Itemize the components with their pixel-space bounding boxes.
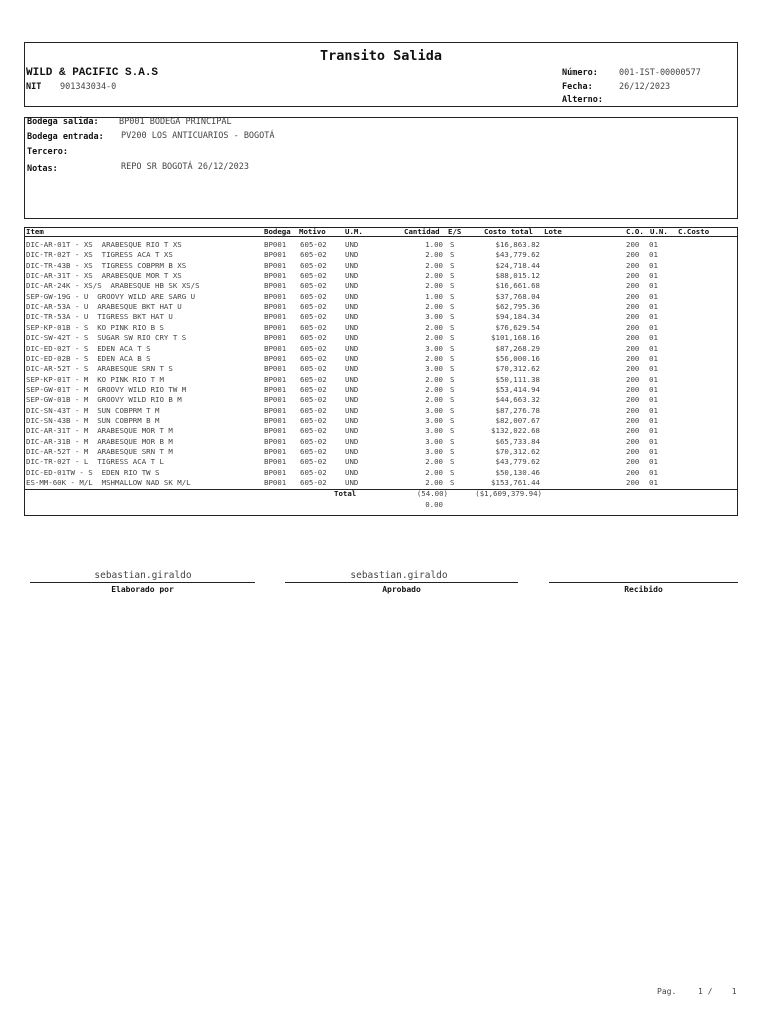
cell-um: UND xyxy=(345,405,359,415)
cell-item: DIC-AR-53A - U ARABESQUE BKT HAT U xyxy=(26,302,182,312)
cell-motivo: 605-02 xyxy=(300,343,327,353)
cell-costo: $101,168.16 xyxy=(491,333,540,343)
notas-label: Notas: xyxy=(27,164,58,174)
cell-co: 200 xyxy=(626,343,640,353)
cell-item: DIC-AR-31T - M ARABESQUE MOR T M xyxy=(26,426,173,436)
col-header-bodega: Bodega xyxy=(264,227,291,236)
col-header-ccosto: C.Costo xyxy=(678,227,710,236)
cell-motivo: 605-02 xyxy=(300,415,327,425)
signature-aprobado-line xyxy=(285,582,518,583)
cell-es: S xyxy=(450,395,455,405)
cell-co: 200 xyxy=(626,322,640,332)
cell-um: UND xyxy=(345,333,359,343)
cell-cantidad: 3.00 xyxy=(425,426,443,436)
col-header-cantidad: Cantidad xyxy=(404,227,440,236)
cell-co: 200 xyxy=(626,405,640,415)
col-header-motivo: Motivo xyxy=(299,227,326,236)
signature-recibido-line xyxy=(549,582,738,583)
cell-cantidad: 3.00 xyxy=(425,415,443,425)
cell-motivo: 605-02 xyxy=(300,436,327,446)
cell-item: DIC-SN-43T - M SUN COBPRM T M xyxy=(26,405,160,415)
notas-value: REPO SR BOGOTÁ 26/12/2023 xyxy=(121,162,249,172)
cell-costo: $56,000.16 xyxy=(495,353,540,363)
cell-cantidad: 1.00 xyxy=(425,240,443,249)
cell-un: 01 xyxy=(649,457,658,467)
cell-bodega: BP001 xyxy=(264,291,287,301)
cell-um: UND xyxy=(345,353,359,363)
cell-bodega: BP001 xyxy=(264,426,287,436)
cell-cantidad: 3.00 xyxy=(425,405,443,415)
tercero-label: Tercero: xyxy=(27,147,68,157)
cell-es: S xyxy=(450,405,455,415)
cell-es: S xyxy=(450,271,455,281)
cell-bodega: BP001 xyxy=(264,281,287,291)
cell-um: UND xyxy=(345,426,359,436)
cell-item: DIC-ED-02B - S EDEN ACA B S xyxy=(26,353,151,363)
cell-item: DIC-TR-02T - XS TIGRESS ACA T XS xyxy=(26,250,173,260)
cell-es: S xyxy=(450,415,455,425)
total-costo: ($1,609,379.94) xyxy=(475,489,542,498)
total-cantidad: (54.00) xyxy=(416,489,448,498)
cell-um: UND xyxy=(345,281,359,291)
cell-es: S xyxy=(450,343,455,353)
col-header-un: U.N. xyxy=(650,227,668,236)
cell-bodega: BP001 xyxy=(264,322,287,332)
cell-cantidad: 2.00 xyxy=(425,395,443,405)
cell-co: 200 xyxy=(626,395,640,405)
cell-es: S xyxy=(450,260,455,270)
cell-bodega: BP001 xyxy=(264,457,287,467)
cell-costo: $37,768.04 xyxy=(495,291,540,301)
cell-es: S xyxy=(450,353,455,363)
cell-cantidad: 2.00 xyxy=(425,374,443,384)
bodega-entrada-value: PV200 LOS ANTICUARIOS - BOGOTÁ xyxy=(121,131,275,141)
bodega-entrada-label: Bodega entrada: xyxy=(27,132,104,142)
cell-es: S xyxy=(450,302,455,312)
cell-costo: $50,111.38 xyxy=(495,374,540,384)
cell-cantidad: 2.00 xyxy=(425,333,443,343)
cell-es: S xyxy=(450,374,455,384)
cell-item: DIC-TR-53A - U TIGRESS BKT HAT U xyxy=(26,312,173,322)
cell-cantidad: 3.00 xyxy=(425,343,443,353)
cell-es: S xyxy=(450,250,455,260)
nit-label: NIT xyxy=(26,82,42,92)
cell-motivo: 605-02 xyxy=(300,302,327,312)
cell-co: 200 xyxy=(626,384,640,394)
cell-un: 01 xyxy=(649,467,658,477)
cell-un: 01 xyxy=(649,302,658,312)
bodega-salida-value: BP001 BODEGA PRINCIPAL xyxy=(119,117,232,127)
cell-um: UND xyxy=(345,364,359,374)
cell-item: DIC-SW-42T - S SUGAR SW RIO CRY T S xyxy=(26,333,187,343)
cell-un: 01 xyxy=(649,374,658,384)
cell-bodega: BP001 xyxy=(264,333,287,343)
cell-es: S xyxy=(450,333,455,343)
cell-motivo: 605-02 xyxy=(300,478,327,488)
cell-item: DIC-AR-31T - XS ARABESQUE MOR T XS xyxy=(26,271,182,281)
cell-cantidad: 3.00 xyxy=(425,447,443,456)
cell-um: UND xyxy=(345,271,359,281)
cell-bodega: BP001 xyxy=(264,384,287,394)
cell-un: 01 xyxy=(649,395,658,405)
cell-costo: $132,022.68 xyxy=(491,426,540,436)
cell-motivo: 605-02 xyxy=(300,353,327,363)
cell-item: SEP-KP-01B - S KO PINK RIO B S xyxy=(26,322,164,332)
cell-costo: $43,779.62 xyxy=(495,250,540,260)
cell-motivo: 605-02 xyxy=(300,322,327,332)
cell-un: 01 xyxy=(649,250,658,260)
cell-costo: $65,733.84 xyxy=(495,436,540,446)
cell-motivo: 605-02 xyxy=(300,395,327,405)
col-header-lote: Lote xyxy=(544,227,562,236)
cell-cantidad: 2.00 xyxy=(425,260,443,270)
fecha-value: 26/12/2023 xyxy=(619,82,671,92)
cell-item: DIC-ED-02T - S EDEN ACA T S xyxy=(26,343,151,353)
cell-costo: $44,663.32 xyxy=(495,395,540,405)
cell-bodega: BP001 xyxy=(264,260,287,270)
cell-cantidad: 3.00 xyxy=(425,436,443,446)
cell-costo: $94,184.34 xyxy=(495,312,540,322)
numero-value: 001-IST-00000577 xyxy=(619,68,701,78)
cell-bodega: BP001 xyxy=(264,240,287,249)
cell-un: 01 xyxy=(649,384,658,394)
cell-costo: $82,007.67 xyxy=(495,415,540,425)
cell-es: S xyxy=(450,240,455,249)
cell-costo: $70,312.62 xyxy=(495,364,540,374)
cell-cantidad: 2.00 xyxy=(425,478,443,488)
cell-item: DIC-TR-02T - L TIGRESS ACA T L xyxy=(26,457,164,467)
cell-costo: $88,015.12 xyxy=(495,271,540,281)
cell-co: 200 xyxy=(626,447,640,456)
cell-item: SEP-GW-01T - M GROOVY WILD RIO TW M xyxy=(26,384,187,394)
cell-cantidad: 3.00 xyxy=(425,364,443,374)
cell-item: DIC-AR-52T - M ARABESQUE SRN T M xyxy=(26,447,173,456)
cell-um: UND xyxy=(345,457,359,467)
cell-um: UND xyxy=(345,250,359,260)
cell-item: DIC-TR-43B - XS TIGRESS COBPRM B XS xyxy=(26,260,187,270)
cell-um: UND xyxy=(345,240,359,249)
cell-cantidad: 2.00 xyxy=(425,281,443,291)
cell-un: 01 xyxy=(649,478,658,488)
cell-cantidad: 2.00 xyxy=(425,302,443,312)
cell-um: UND xyxy=(345,415,359,425)
cell-item: DIC-AR-31B - M ARABESQUE MOR B M xyxy=(26,436,173,446)
cell-co: 200 xyxy=(626,374,640,384)
cell-un: 01 xyxy=(649,260,658,270)
cell-co: 200 xyxy=(626,467,640,477)
signature-elaborado-line xyxy=(30,582,255,583)
cell-motivo: 605-02 xyxy=(300,333,327,343)
cell-um: UND xyxy=(345,312,359,322)
cell-bodega: BP001 xyxy=(264,271,287,281)
cell-motivo: 605-02 xyxy=(300,281,327,291)
cell-motivo: 605-02 xyxy=(300,447,327,456)
cell-es: S xyxy=(450,384,455,394)
cell-um: UND xyxy=(345,260,359,270)
cell-cantidad: 2.00 xyxy=(425,250,443,260)
cell-item: DIC-AR-01T - XS ARABESQUE RIO T XS xyxy=(26,240,182,249)
signature-aprobado-label: Aprobado xyxy=(382,585,421,594)
cell-costo: $76,629.54 xyxy=(495,322,540,332)
cell-motivo: 605-02 xyxy=(300,426,327,436)
cell-es: S xyxy=(450,364,455,374)
cell-motivo: 605-02 xyxy=(300,457,327,467)
cell-um: UND xyxy=(345,384,359,394)
cell-bodega: BP001 xyxy=(264,302,287,312)
cell-un: 01 xyxy=(649,333,658,343)
cell-bodega: BP001 xyxy=(264,415,287,425)
cell-um: UND xyxy=(345,447,359,456)
cell-um: UND xyxy=(345,467,359,477)
cell-co: 200 xyxy=(626,271,640,281)
cell-cantidad: 2.00 xyxy=(425,322,443,332)
cell-co: 200 xyxy=(626,250,640,260)
signature-elaborado-label: Elaborado por xyxy=(111,585,174,594)
cell-bodega: BP001 xyxy=(264,478,287,488)
bodega-salida-label: Bodega salida: xyxy=(27,117,99,127)
cell-bodega: BP001 xyxy=(264,467,287,477)
cell-motivo: 605-02 xyxy=(300,384,327,394)
cell-es: S xyxy=(450,312,455,322)
cell-um: UND xyxy=(345,302,359,312)
cell-un: 01 xyxy=(649,281,658,291)
cell-co: 200 xyxy=(626,364,640,374)
cell-co: 200 xyxy=(626,333,640,343)
cell-co: 200 xyxy=(626,240,640,249)
cell-item: SEP-GW-01B - M GROOVY WILD RIO B M xyxy=(26,395,182,405)
page-number: 1 / 1 xyxy=(698,987,737,996)
col-header-um: U.M. xyxy=(345,227,363,236)
cell-un: 01 xyxy=(649,291,658,301)
cell-bodega: BP001 xyxy=(264,395,287,405)
col-header-item: Item xyxy=(26,227,44,236)
cell-cantidad: 2.00 xyxy=(425,457,443,467)
cell-costo: $87,276.78 xyxy=(495,405,540,415)
table-header-divider xyxy=(24,236,738,237)
cell-bodega: BP001 xyxy=(264,436,287,446)
cell-un: 01 xyxy=(649,312,658,322)
fecha-label: Fecha: xyxy=(562,82,593,92)
cell-bodega: BP001 xyxy=(264,250,287,260)
cell-motivo: 605-02 xyxy=(300,250,327,260)
cell-motivo: 605-02 xyxy=(300,271,327,281)
cell-motivo: 605-02 xyxy=(300,405,327,415)
cell-un: 01 xyxy=(649,426,658,436)
col-header-co: C.O. xyxy=(626,227,644,236)
cell-motivo: 605-02 xyxy=(300,260,327,270)
cell-bodega: BP001 xyxy=(264,343,287,353)
cell-motivo: 605-02 xyxy=(300,364,327,374)
cell-un: 01 xyxy=(649,436,658,446)
cell-bodega: BP001 xyxy=(264,447,287,456)
cell-bodega: BP001 xyxy=(264,374,287,384)
cell-es: S xyxy=(450,467,455,477)
cell-costo: $16,661.68 xyxy=(495,281,540,291)
cell-co: 200 xyxy=(626,302,640,312)
cell-co: 200 xyxy=(626,478,640,488)
cell-item: SEP-GW-19G - U GROOVY WILD ARE SARG U xyxy=(26,291,196,301)
page-label: Pag. xyxy=(657,987,677,996)
cell-costo: $50,130.46 xyxy=(495,467,540,477)
cell-costo: $62,795.36 xyxy=(495,302,540,312)
cell-cantidad: 3.00 xyxy=(425,312,443,322)
signature-elaborado-name: sebastian.giraldo xyxy=(94,570,192,581)
cell-costo: $153,761.44 xyxy=(491,478,540,488)
cell-motivo: 605-02 xyxy=(300,374,327,384)
cell-co: 200 xyxy=(626,415,640,425)
cell-item: DIC-ED-01TW - S EDEN RIO TW S xyxy=(26,467,160,477)
cell-es: S xyxy=(450,426,455,436)
cell-es: S xyxy=(450,322,455,332)
numero-label: Número: xyxy=(562,68,598,78)
cell-um: UND xyxy=(345,343,359,353)
cell-um: UND xyxy=(345,322,359,332)
cell-item: DIC-SN-43B - M SUN COBPRM B M xyxy=(26,415,160,425)
cell-co: 200 xyxy=(626,436,640,446)
cell-costo: $53,414.94 xyxy=(495,384,540,394)
signature-recibido-label: Recibido xyxy=(624,585,663,594)
cell-cantidad: 2.00 xyxy=(425,271,443,281)
document-title: Transito Salida xyxy=(320,48,442,64)
cell-cantidad: 2.00 xyxy=(425,384,443,394)
col-header-es: E/S xyxy=(448,227,462,236)
cell-co: 200 xyxy=(626,281,640,291)
cell-un: 01 xyxy=(649,447,658,456)
cell-um: UND xyxy=(345,436,359,446)
cell-es: S xyxy=(450,436,455,446)
cell-item: DIC-AR-24K - XS/S ARABESQUE HB SK XS/S xyxy=(26,281,200,291)
col-header-costo-total: Costo total xyxy=(484,227,533,236)
alterno-label: Alterno: xyxy=(562,95,603,105)
cell-un: 01 xyxy=(649,240,658,249)
cell-cantidad: 2.00 xyxy=(425,353,443,363)
total-label: Total xyxy=(334,489,357,498)
cell-co: 200 xyxy=(626,353,640,363)
cell-es: S xyxy=(450,478,455,488)
cell-co: 200 xyxy=(626,312,640,322)
nit-value: 901343034-0 xyxy=(60,82,117,92)
cell-es: S xyxy=(450,281,455,291)
cell-bodega: BP001 xyxy=(264,364,287,374)
cell-bodega: BP001 xyxy=(264,353,287,363)
cell-costo: $24,718.44 xyxy=(495,260,540,270)
cell-cantidad: 2.00 xyxy=(425,467,443,477)
cell-motivo: 605-02 xyxy=(300,291,327,301)
cell-um: UND xyxy=(345,374,359,384)
cell-es: S xyxy=(450,291,455,301)
cell-costo: $43,779.62 xyxy=(495,457,540,467)
cell-co: 200 xyxy=(626,457,640,467)
cell-motivo: 605-02 xyxy=(300,240,327,249)
signature-aprobado-name: sebastian.giraldo xyxy=(350,570,448,581)
cell-costo: $16,863.82 xyxy=(495,240,540,249)
cell-un: 01 xyxy=(649,322,658,332)
cell-costo: $87,268.29 xyxy=(495,343,540,353)
cell-un: 01 xyxy=(649,271,658,281)
cell-un: 01 xyxy=(649,415,658,425)
cell-costo: $70,312.62 xyxy=(495,447,540,456)
cell-um: UND xyxy=(345,478,359,488)
cell-co: 200 xyxy=(626,260,640,270)
cell-item: SEP-KP-01T - M KO PINK RIO T M xyxy=(26,374,164,384)
cell-bodega: BP001 xyxy=(264,312,287,322)
cell-item: ES-MM-60K - M/L MSHMALLOW NAD SK M/L xyxy=(26,478,191,488)
cell-un: 01 xyxy=(649,343,658,353)
cell-co: 200 xyxy=(626,291,640,301)
cell-es: S xyxy=(450,447,455,456)
cell-motivo: 605-02 xyxy=(300,312,327,322)
cell-cantidad: 1.00 xyxy=(425,291,443,301)
cell-un: 01 xyxy=(649,405,658,415)
cell-un: 01 xyxy=(649,364,658,374)
cell-um: UND xyxy=(345,291,359,301)
cell-un: 01 xyxy=(649,353,658,363)
company-name: WILD & PACIFIC S.A.S xyxy=(26,67,159,79)
cell-um: UND xyxy=(345,395,359,405)
cell-motivo: 605-02 xyxy=(300,467,327,477)
cell-co: 200 xyxy=(626,426,640,436)
cell-es: S xyxy=(450,457,455,467)
cell-item: DIC-AR-52T - S ARABESQUE SRN T S xyxy=(26,364,173,374)
cell-bodega: BP001 xyxy=(264,405,287,415)
total-zero: 0.00 xyxy=(425,500,443,509)
